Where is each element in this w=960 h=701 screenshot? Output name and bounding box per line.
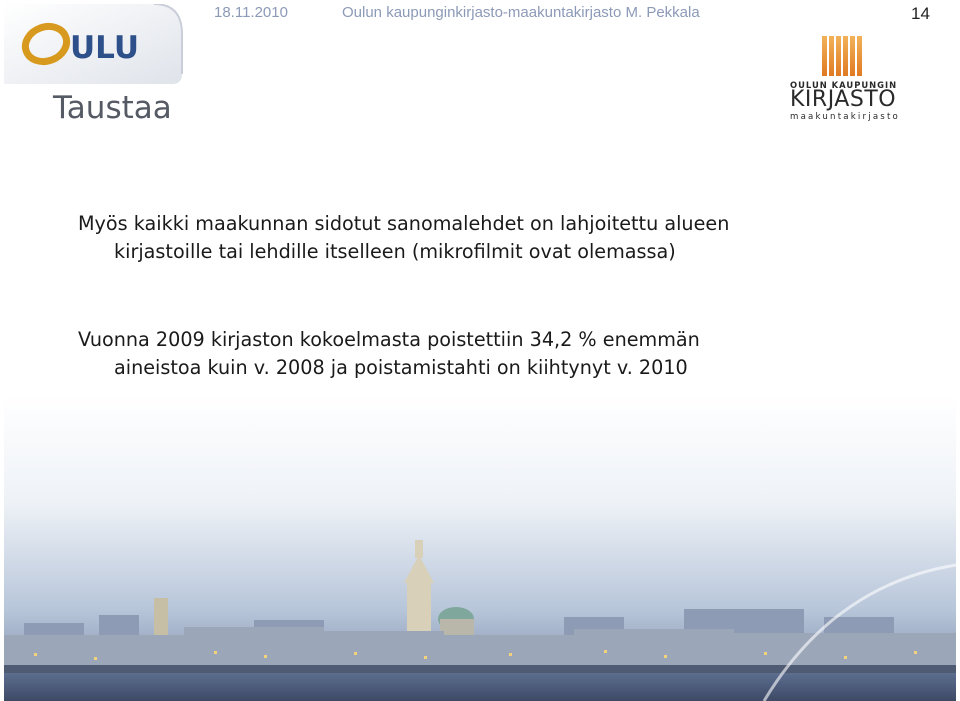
bullet-line: aineistoa kuin v. 2008 ja poistamistahti on kiihtynyt v. 2010 [114,356,688,379]
library-logo-line2: KIRJASTO [790,87,897,112]
library-logo-line3: maakuntakirjasto [790,112,901,122]
library-logo-line1: OULUN KAUPUNGIN [790,80,898,90]
oulu-logo-text: ULU [70,30,139,66]
library-logo-mark [822,36,866,76]
header-title: Oulun kaupunginkirjasto-maakuntakirjasto M. Pekkala [342,4,700,21]
bullet-line: Vuonna 2009 kirjaston kokoelmasta poistettiin 34,2 % enemmän [78,328,700,351]
page-number: 14 [911,4,930,23]
bullet-item [78,210,818,266]
slide-title: Taustaa [53,90,172,126]
bullet-item [78,326,818,382]
header-date: 18.11.2010 [214,4,288,21]
city-skyline-image [4,395,956,701]
oulu-logo [4,4,184,86]
bullet-line: Myös kaikki maakunnan sidotut sanomalehdet on lahjoitettu alueen [78,212,730,235]
library-logo [790,36,902,122]
bullet-line: kirjastoille tai lehdille itselleen (mikrofilmit ovat olemassa) [114,240,676,263]
